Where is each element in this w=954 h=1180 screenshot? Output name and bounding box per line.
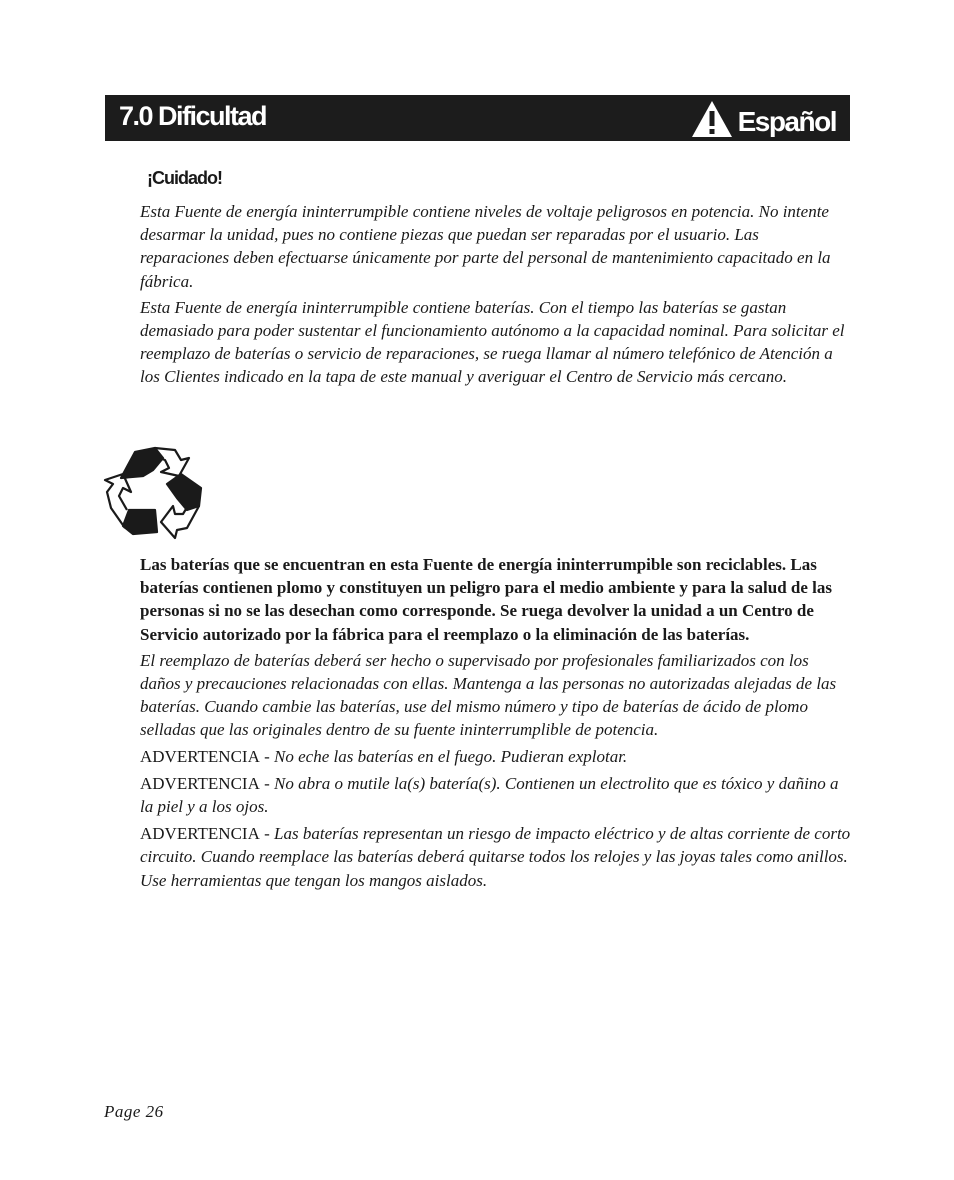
caution-heading: ¡Cuidado! bbox=[147, 168, 222, 188]
caution-paragraph-1: Esta Fuente de energía ininterrumpible contiene niveles de voltaje peligrosos en potencia. No intente desarmar la unidad, pues no contiene piezas que puedan ser reparadas por el usuario. Las reparaciones deben efectuarse únicamente por parte del personal de mantenimiento capacitado en la fábrica. bbox=[140, 202, 831, 291]
recycling-bold-paragraph: Las baterías que se encuentran en esta Fuente de energía ininterrumpible son reciclables. Las baterías contienen plomo y constituyen un peligro para el medio ambiente y para la salud de las personas si no se las desechan como corresponde. Se ruega devolver la unidad a un Centro de Servicio autorizado por la fábrica para el reemplazo o la eliminación de las baterías. bbox=[140, 555, 832, 644]
warning-triangle-icon bbox=[690, 99, 734, 139]
warning-label: ADVERTENCIA bbox=[140, 773, 260, 793]
warning-label: ADVERTENCIA bbox=[140, 746, 260, 766]
caution-section bbox=[140, 200, 852, 389]
warning-text: - Las baterías representan un riesgo de impacto eléctrico y de altas corriente de corto circuito. Cuando reemplace las baterías deberá quitarse todos los relojes y las joyas tales como anillos. Use herramientas que tengan los mangos aislados. bbox=[140, 824, 851, 890]
warning-label: ADVERTENCIA bbox=[140, 824, 260, 844]
language-label-group bbox=[690, 99, 836, 139]
section-title: 7.0 Dificultad bbox=[119, 101, 267, 131]
recycling-italic-paragraph: El reemplazo de baterías deberá ser hecho o supervisado por profesionales familiarizados con los daños y precauciones relacionadas con ellas. Mantenga a las personas no autorizadas alejadas de las baterías. Cuando cambie las baterías, use del mismo número y tipo de baterías de ácido de plomo selladas que las originales dentro de su fuente ininterrumplible de potencia. bbox=[140, 650, 837, 740]
recycle-icon bbox=[103, 444, 207, 540]
recycling-section bbox=[140, 553, 852, 892]
page-number: Page 26 bbox=[104, 1102, 164, 1121]
warning-text: - No abra o mutile la(s) batería(s). Contienen un electrolito que es tóxico y dañino a la piel y a los ojos. bbox=[140, 773, 839, 817]
warning-3 bbox=[140, 822, 852, 892]
warning-text: - No eche las baterías en el fuego. Pudieran explotar. bbox=[259, 746, 628, 766]
warning-1 bbox=[140, 745, 852, 768]
caution-paragraph-2: Esta Fuente de energía ininterrumpible contiene baterías. Con el tiempo las baterías se gastan demasiado para poder sustentar el funcionamiento autónomo a la capacidad nominal. Para solicitar el reemplazo de baterías o servicio de reparaciones, se ruega llamar al número telefónico de Atención a los Clientes indicado en la tapa de este manual y averiguar el Centro de Servicio más cercano. bbox=[140, 297, 845, 387]
language-label: Español bbox=[737, 106, 836, 137]
section-header bbox=[105, 95, 850, 141]
warning-2 bbox=[140, 772, 852, 818]
